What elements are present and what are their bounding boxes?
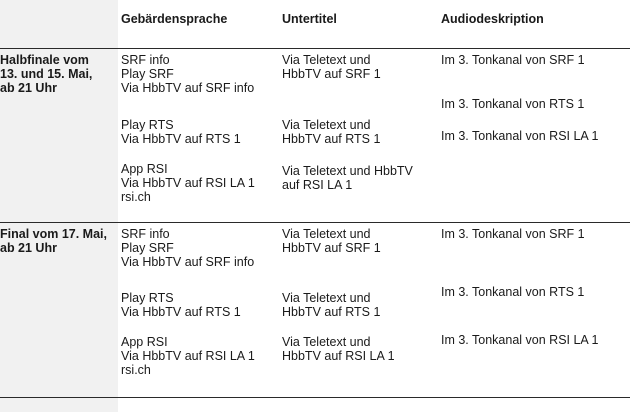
sign-language-srf: SRF info Play SRF Via HbbTV auf SRF info bbox=[121, 53, 255, 95]
audio-description-rts: Im 3. Tonkanal von RTS 1 bbox=[441, 285, 585, 299]
header-audio-description: Audiodeskription bbox=[441, 12, 544, 26]
audio-description-rsi: Im 3. Tonkanal von RSI LA 1 bbox=[441, 129, 599, 143]
subtitles-rts: Via Teletext und HbbTV auf RTS 1 bbox=[282, 291, 381, 319]
header-sign-language: Gebärdensprache bbox=[121, 12, 228, 26]
row-label-final: Final vom 17. Mai, ab 21 Uhr bbox=[0, 227, 107, 255]
row-divider bbox=[0, 222, 630, 223]
subtitles-rsi: Via Teletext und HbbTV auf RSI LA 1 bbox=[282, 335, 395, 363]
sign-language-rsi: App RSI Via HbbTV auf RSI LA 1 rsi.ch bbox=[121, 335, 255, 377]
sign-language-srf: SRF info Play SRF Via HbbTV auf SRF info bbox=[121, 227, 255, 269]
row-label-semifinal: Halbfinale vom 13. und 15. Mai, ab 21 Uhr bbox=[0, 53, 93, 95]
subtitles-srf: Via Teletext und HbbTV auf SRF 1 bbox=[282, 53, 381, 81]
sign-language-rsi: App RSI Via HbbTV auf RSI LA 1 rsi.ch bbox=[121, 162, 255, 204]
sign-language-rts: Play RTS Via HbbTV auf RTS 1 bbox=[121, 118, 241, 146]
audio-description-rts: Im 3. Tonkanal von RTS 1 bbox=[441, 97, 585, 111]
audio-description-srf: Im 3. Tonkanal von SRF 1 bbox=[441, 227, 585, 241]
audio-description-rsi: Im 3. Tonkanal von RSI LA 1 bbox=[441, 333, 599, 347]
header-subtitles: Untertitel bbox=[282, 12, 337, 26]
table-bottom-rule bbox=[0, 397, 630, 398]
audio-description-srf: Im 3. Tonkanal von SRF 1 bbox=[441, 53, 585, 67]
subtitles-srf: Via Teletext und HbbTV auf SRF 1 bbox=[282, 227, 381, 255]
header-divider bbox=[0, 48, 630, 49]
subtitles-rts: Via Teletext und HbbTV auf RTS 1 bbox=[282, 118, 381, 146]
sign-language-rts: Play RTS Via HbbTV auf RTS 1 bbox=[121, 291, 241, 319]
subtitles-rsi: Via Teletext und HbbTV auf RSI LA 1 bbox=[282, 164, 413, 192]
